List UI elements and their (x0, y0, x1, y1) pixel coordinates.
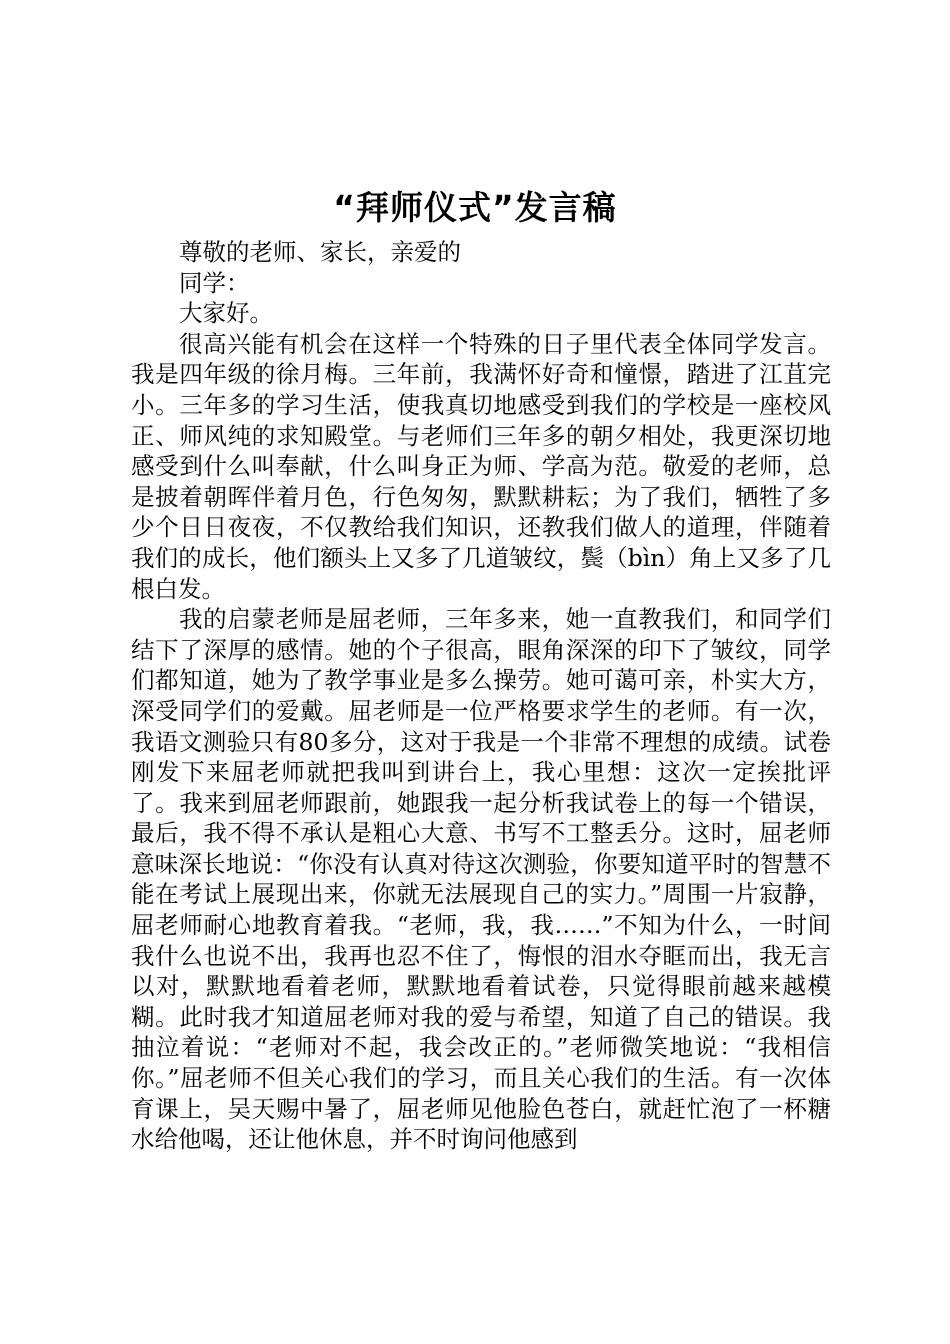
salutation-line-2: 同学： (179, 268, 250, 297)
document-body (131, 237, 831, 1155)
document-title: “拜师仪式”发言稿 (333, 188, 617, 227)
body-paragraph-2: 我的启蒙老师是屈老师，三年多来，她一直教我们，和同学们结下了深厚的感情。她的个子很高，眼角深深的印下了皱纹，同学们都知道，她为了教学事业是多么操劳。她可蔼可亲，朴实大方，深受同学们的爱戴。屈老师是一位严格要求学生的老师。有一次，我语文测验只有80多分，这对于我是一个非常不理想的成绩。试卷刚发下来屈老师就把我叫到讲台上，我心里想：这次一定挨批评了。我来到屈老师跟前，她跟我一起分析我试卷上的每一个错误，最后，我不得不承认是粗心大意、书写不工整丢分。这时，屈老师意味深长地说：“你没有认真对待这次测验，你要知道平时的智慧不能在考试上展现出来，你就无法展现自己的实力。”周围一片寂静，屈老师耐心地教育着我。“老师，我，我……”不知为什么，一时间我什么也说不出，我再也忍不住了，悔恨的泪水夺眶而出，我无言以对，默默地看着老师，默默地看着试卷，只觉得眼前越来越模糊。此时我才知道屈老师对我的爱与希望，知道了自己的错误。我抽泣着说：“老师对不起，我会改正的。”老师微笑地说：“我相信你。”屈老师不但关心我们的学习，而且关心我们的生活。有一次体育课上，吴天赐中暑了，屈老师见他脸色苍白，就赶忙泡了一杯糖水给他喝，还让他休息，并不时询问他感到 (131, 605, 831, 1154)
salutation-line-1: 尊敬的老师、家长，亲爱的 (179, 238, 461, 266)
body-paragraph-1: 很高兴能有机会在这样一个特殊的日子里代表全体同学发言。我是四年级的徐月梅。三年前，我满怀好奇和憧憬，踏进了江苴完小。三年多的学习生活，使我真切地感受到我们的学校是一座校风正、师风纯的求知殿堂。与老师们三年多的朝夕相处，我更深切地感受到什么叫奉献，什么叫身正为师、学高为范。敬爱的老师，总是披着朝晖伴着月色，行色匆匆，默默耕耘；为了我们，牺牲了多少个日日夜夜，不仅教给我们知识，还教我们做人的道理，伴随着我们的成长，他们额头上又多了几道皱纹，鬓（bìn）角上又多了几根白发。 (131, 329, 831, 603)
greeting-paragraph: 大家好。 (179, 299, 273, 328)
